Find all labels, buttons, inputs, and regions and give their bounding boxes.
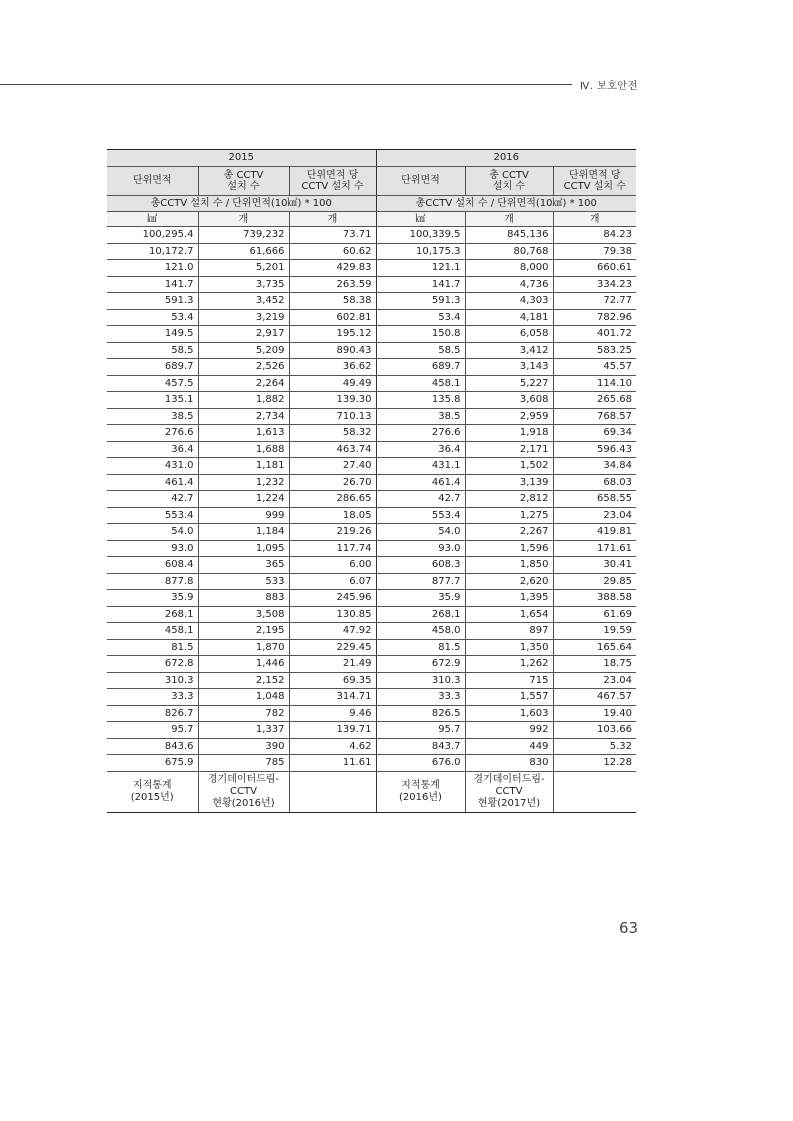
table-cell: 1,557	[465, 689, 553, 706]
table-cell: 165.64	[553, 639, 636, 656]
table-cell: 1,882	[198, 392, 289, 409]
source-cell: 지적통계 (2016년)	[376, 771, 465, 812]
table-cell: 1,275	[465, 507, 553, 524]
table-row	[107, 590, 636, 607]
table-cell: 4,303	[465, 293, 553, 310]
table-cell: 1,262	[465, 656, 553, 673]
table-cell: 6,058	[465, 326, 553, 343]
table-cell: 826.7	[107, 705, 198, 722]
table-cell: 135.8	[376, 392, 465, 409]
table-cell: 42.7	[107, 491, 198, 508]
table-cell: 265.68	[553, 392, 636, 409]
table-cell: 18.05	[289, 507, 376, 524]
table-row	[107, 623, 636, 640]
table-cell: 49.49	[289, 375, 376, 392]
table-row	[107, 507, 636, 524]
table-cell: 2,526	[198, 359, 289, 376]
table-row	[107, 441, 636, 458]
table-cell: 999	[198, 507, 289, 524]
table-cell: 195.12	[289, 326, 376, 343]
formula-2015: 총CCTV 설치 수 / 단위면적(10㎢) * 100	[107, 195, 376, 212]
table-cell: 81.5	[107, 639, 198, 656]
table-cell: 739,232	[198, 227, 289, 244]
table-cell: 390	[198, 738, 289, 755]
table-cell: 314.71	[289, 689, 376, 706]
table-row	[107, 689, 636, 706]
table-cell: 103.66	[553, 722, 636, 739]
table-cell: 3,452	[198, 293, 289, 310]
table-cell: 93.0	[376, 540, 465, 557]
table-cell: 877.7	[376, 573, 465, 590]
table-cell: 3,219	[198, 309, 289, 326]
table-row	[107, 260, 636, 277]
table-cell: 2,264	[198, 375, 289, 392]
table-cell: 135.1	[107, 392, 198, 409]
table-cell: 1,502	[465, 458, 553, 475]
table-cell: 467.57	[553, 689, 636, 706]
table-cell: 449	[465, 738, 553, 755]
table-row	[107, 276, 636, 293]
table-cell: 80,768	[465, 243, 553, 260]
table-cell: 53.4	[107, 309, 198, 326]
table-row	[107, 392, 636, 409]
table-cell: 458.1	[376, 375, 465, 392]
table-cell: 843.7	[376, 738, 465, 755]
table-cell: 458.1	[107, 623, 198, 640]
table-row	[107, 359, 636, 376]
table-cell: 463.74	[289, 441, 376, 458]
table-cell: 1,446	[198, 656, 289, 673]
table-row	[107, 458, 636, 475]
table-cell: 2,620	[465, 573, 553, 590]
table-row	[107, 755, 636, 772]
table-cell: 34.84	[553, 458, 636, 475]
table-cell: 19.59	[553, 623, 636, 640]
table-cell: 710.13	[289, 408, 376, 425]
table-cell: 596.43	[553, 441, 636, 458]
table-cell: 121.1	[376, 260, 465, 277]
table-row	[107, 705, 636, 722]
table-cell: 461.4	[107, 474, 198, 491]
table-cell: 992	[465, 722, 553, 739]
col-header-total-cctv-2016: 총 CCTV 설치 수	[465, 166, 553, 195]
table-cell: 18.75	[553, 656, 636, 673]
table-cell: 141.7	[107, 276, 198, 293]
table-cell: 2,812	[465, 491, 553, 508]
table-cell: 675.9	[107, 755, 198, 772]
table-cell: 29.85	[553, 573, 636, 590]
table-cell: 139.30	[289, 392, 376, 409]
table-cell: 3,508	[198, 606, 289, 623]
table-row	[107, 425, 636, 442]
table-cell: 149.5	[107, 326, 198, 343]
table-row	[107, 722, 636, 739]
table-cell: 61,666	[198, 243, 289, 260]
table-cell: 58.5	[376, 342, 465, 359]
table-cell: 2,917	[198, 326, 289, 343]
table-cell: 1,232	[198, 474, 289, 491]
table-cell: 1,613	[198, 425, 289, 442]
table-cell: 100,339.5	[376, 227, 465, 244]
table-cell: 689.7	[107, 359, 198, 376]
table-row	[107, 738, 636, 755]
col-header-cctv-per-area-2015: 단위면적 당 CCTV 설치 수	[289, 166, 376, 195]
source-cell	[289, 771, 376, 812]
table-cell: 830	[465, 755, 553, 772]
table-cell: 58.32	[289, 425, 376, 442]
table-cell: 61.69	[553, 606, 636, 623]
table-cell: 100,295.4	[107, 227, 198, 244]
table-cell: 1,350	[465, 639, 553, 656]
table-cell: 768.57	[553, 408, 636, 425]
table-cell: 458.0	[376, 623, 465, 640]
table-cell: 117.74	[289, 540, 376, 557]
table-row	[107, 491, 636, 508]
table-cell: 23.04	[553, 672, 636, 689]
table-cell: 897	[465, 623, 553, 640]
source-cell	[553, 771, 636, 812]
table-cell: 9.46	[289, 705, 376, 722]
table-cell: 12.28	[553, 755, 636, 772]
table-cell: 33.3	[107, 689, 198, 706]
table-cell: 36.62	[289, 359, 376, 376]
table-cell: 3,139	[465, 474, 553, 491]
table-cell: 141.7	[376, 276, 465, 293]
table-cell: 36.4	[107, 441, 198, 458]
table-cell: 42.7	[376, 491, 465, 508]
table-cell: 591.3	[376, 293, 465, 310]
table-row	[107, 557, 636, 574]
table-cell: 26.70	[289, 474, 376, 491]
table-cell: 5,201	[198, 260, 289, 277]
table-cell: 68.03	[553, 474, 636, 491]
table-cell: 365	[198, 557, 289, 574]
table-cell: 608.3	[376, 557, 465, 574]
table-cell: 114.10	[553, 375, 636, 392]
table-cell: 2,734	[198, 408, 289, 425]
table-cell: 1,181	[198, 458, 289, 475]
table-cell: 3,412	[465, 342, 553, 359]
unit-area-2015: ㎢	[107, 212, 198, 227]
source-cell: 경기데이터드림- CCTV 현황(2016년)	[198, 771, 289, 812]
table-cell: 245.96	[289, 590, 376, 607]
table-row	[107, 606, 636, 623]
table-row	[107, 524, 636, 541]
table-cell: 35.9	[376, 590, 465, 607]
table-cell: 79.38	[553, 243, 636, 260]
table-cell: 3,735	[198, 276, 289, 293]
table-cell: 3,608	[465, 392, 553, 409]
table-cell: 45.57	[553, 359, 636, 376]
table-cell: 58.5	[107, 342, 198, 359]
table-cell: 23.04	[553, 507, 636, 524]
table-cell: 36.4	[376, 441, 465, 458]
table-cell: 268.1	[107, 606, 198, 623]
table-row	[107, 342, 636, 359]
table-cell: 2,171	[465, 441, 553, 458]
table-cell: 890.43	[289, 342, 376, 359]
unit-area-2016: ㎢	[376, 212, 465, 227]
table-cell: 286.65	[289, 491, 376, 508]
table-cell: 276.6	[107, 425, 198, 442]
table-cell: 1,048	[198, 689, 289, 706]
unit-cctv-per-area-2015: 개	[289, 212, 376, 227]
col-header-cctv-per-area-2016: 단위면적 당 CCTV 설치 수	[553, 166, 636, 195]
table-cell: 4,181	[465, 309, 553, 326]
table-cell: 1,870	[198, 639, 289, 656]
table-cell: 1,918	[465, 425, 553, 442]
table-cell: 883	[198, 590, 289, 607]
table-cell: 35.9	[107, 590, 198, 607]
page-number: 63	[619, 919, 639, 937]
table-cell: 553.4	[376, 507, 465, 524]
table-cell: 150.8	[376, 326, 465, 343]
table-row	[107, 639, 636, 656]
table-cell: 2,959	[465, 408, 553, 425]
table-cell: 69.34	[553, 425, 636, 442]
header-rule	[0, 84, 572, 85]
table-cell: 268.1	[376, 606, 465, 623]
table-cell: 1,224	[198, 491, 289, 508]
table-cell: 431.1	[376, 458, 465, 475]
table-cell: 95.7	[107, 722, 198, 739]
table-cell: 2,267	[465, 524, 553, 541]
table-cell: 3,143	[465, 359, 553, 376]
table-row	[107, 243, 636, 260]
table-cell: 121.0	[107, 260, 198, 277]
table-cell: 672.9	[376, 656, 465, 673]
table-cell: 6.00	[289, 557, 376, 574]
table-cell: 2,152	[198, 672, 289, 689]
table-cell: 785	[198, 755, 289, 772]
table-row	[107, 375, 636, 392]
table-cell: 38.5	[376, 408, 465, 425]
table-cell: 1,095	[198, 540, 289, 557]
table-cell: 5,209	[198, 342, 289, 359]
table-row	[107, 672, 636, 689]
table-cell: 2,195	[198, 623, 289, 640]
table-cell: 6.07	[289, 573, 376, 590]
table-cell: 33.3	[376, 689, 465, 706]
table-row	[107, 540, 636, 557]
table-cell: 660.61	[553, 260, 636, 277]
table-cell: 1,603	[465, 705, 553, 722]
table-cell: 10,175.3	[376, 243, 465, 260]
table-cell: 30.41	[553, 557, 636, 574]
table-cell: 27.40	[289, 458, 376, 475]
table-cell: 388.58	[553, 590, 636, 607]
table-cell: 676.0	[376, 755, 465, 772]
table-cell: 130.85	[289, 606, 376, 623]
unit-cctv-per-area-2016: 개	[553, 212, 636, 227]
table-cell: 10,172.7	[107, 243, 198, 260]
table-cell: 93.0	[107, 540, 198, 557]
table-cell: 276.6	[376, 425, 465, 442]
unit-total-cctv-2015: 개	[198, 212, 289, 227]
table-cell: 229.45	[289, 639, 376, 656]
table-cell: 47.92	[289, 623, 376, 640]
table-cell: 19.40	[553, 705, 636, 722]
formula-2016: 총CCTV 설치 수 / 단위면적(10㎢) * 100	[376, 195, 636, 212]
table-cell: 84.23	[553, 227, 636, 244]
table-cell: 1,850	[465, 557, 553, 574]
table-row	[107, 227, 636, 244]
table-cell: 5.32	[553, 738, 636, 755]
table-cell: 334.23	[553, 276, 636, 293]
table-cell: 1,596	[465, 540, 553, 557]
table-row	[107, 309, 636, 326]
table-cell: 139.71	[289, 722, 376, 739]
table-cell: 58.38	[289, 293, 376, 310]
table-cell: 95.7	[376, 722, 465, 739]
unit-total-cctv-2016: 개	[465, 212, 553, 227]
table-cell: 60.62	[289, 243, 376, 260]
table-cell: 457.5	[107, 375, 198, 392]
table-row	[107, 408, 636, 425]
table-cell: 401.72	[553, 326, 636, 343]
table-cell: 1,688	[198, 441, 289, 458]
col-header-total-cctv-2015: 총 CCTV 설치 수	[198, 166, 289, 195]
table-cell: 782	[198, 705, 289, 722]
table-row	[107, 474, 636, 491]
table-cell: 845,136	[465, 227, 553, 244]
table-cell: 54.0	[376, 524, 465, 541]
table-row	[107, 656, 636, 673]
cctv-density-table	[107, 149, 636, 813]
table-row	[107, 326, 636, 343]
table-cell: 826.5	[376, 705, 465, 722]
table-row	[107, 573, 636, 590]
table-cell: 54.0	[107, 524, 198, 541]
table-cell: 219.26	[289, 524, 376, 541]
table-cell: 608.4	[107, 557, 198, 574]
table-cell: 81.5	[376, 639, 465, 656]
table-cell: 171.61	[553, 540, 636, 557]
table-cell: 73.71	[289, 227, 376, 244]
table-cell: 429.83	[289, 260, 376, 277]
source-row	[107, 771, 636, 812]
table-cell: 1,395	[465, 590, 553, 607]
col-header-area-2016: 단위면적	[376, 166, 465, 195]
table-cell: 5,227	[465, 375, 553, 392]
year-header-2016: 2016	[376, 150, 636, 167]
table-cell: 419.81	[553, 524, 636, 541]
table-cell: 72.77	[553, 293, 636, 310]
table-cell: 689.7	[376, 359, 465, 376]
table-cell: 553.4	[107, 507, 198, 524]
table-cell: 21.49	[289, 656, 376, 673]
year-header-2015: 2015	[107, 150, 376, 167]
col-header-area-2015: 단위면적	[107, 166, 198, 195]
table-cell: 1,184	[198, 524, 289, 541]
table-cell: 431.0	[107, 458, 198, 475]
table-cell: 591.3	[107, 293, 198, 310]
table-cell: 69.35	[289, 672, 376, 689]
table-cell: 658.55	[553, 491, 636, 508]
table-cell: 53.4	[376, 309, 465, 326]
table-cell: 461.4	[376, 474, 465, 491]
table-cell: 11.61	[289, 755, 376, 772]
table-cell: 782.96	[553, 309, 636, 326]
source-cell: 경기데이터드림- CCTV 현황(2017년)	[465, 771, 553, 812]
table-cell: 843.6	[107, 738, 198, 755]
table-cell: 38.5	[107, 408, 198, 425]
table-cell: 310.3	[107, 672, 198, 689]
source-cell: 지적통계 (2015년)	[107, 771, 198, 812]
table-cell: 715	[465, 672, 553, 689]
table-cell: 310.3	[376, 672, 465, 689]
table-cell: 533	[198, 573, 289, 590]
table-cell: 1,337	[198, 722, 289, 739]
section-title: Ⅳ. 보호안전	[580, 81, 638, 92]
table-cell: 263.59	[289, 276, 376, 293]
table-cell: 8,000	[465, 260, 553, 277]
table-cell: 583.25	[553, 342, 636, 359]
table-cell: 602.81	[289, 309, 376, 326]
table-cell: 1,654	[465, 606, 553, 623]
table-cell: 672.8	[107, 656, 198, 673]
table-row	[107, 293, 636, 310]
table-cell: 877.8	[107, 573, 198, 590]
table-cell: 4.62	[289, 738, 376, 755]
table-cell: 4,736	[465, 276, 553, 293]
